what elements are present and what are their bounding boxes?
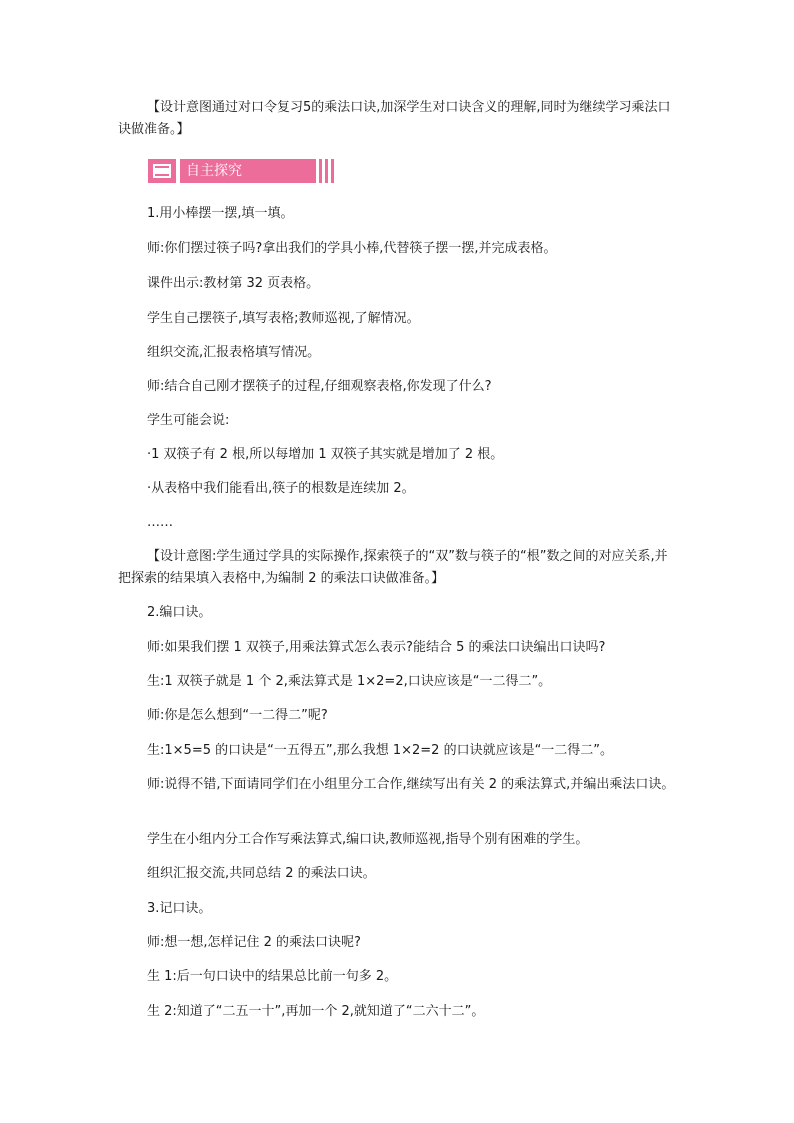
paragraph: 学生可能会说:	[147, 413, 230, 428]
design-intent-note: 【设计意图:学生通过学具的实际操作,探索筷子的“双”数与筷子的“根”数之间的对应关系,并把探索的结果填入表格中,为编制 2 的乘法口诀做准备。】	[118, 549, 668, 586]
design-intent-note: 【设计意图通过对口令复习5的乘法口诀,加深学生对口诀含义的理解,同时为继续学习乘法口诀做准备。】	[118, 100, 671, 137]
student-line: 生:1 双筷子就是 1 个 2,乘法算式是 1×2=2,口诀应该是“一二得二”。	[147, 674, 552, 689]
bullet-item: ·1 双筷子有 2 根,所以每增加 1 双筷子其实就是增加了 2 根。	[147, 447, 504, 462]
step-heading: 3.记口诀。	[147, 901, 212, 916]
teacher-line: 师:你们摆过筷子吗?拿出我们的学具小棒,代替筷子摆一摆,并完成表格。	[147, 241, 557, 256]
ellipsis: ……	[147, 515, 173, 530]
paragraph: 组织交流,汇报表格填写情况。	[147, 345, 321, 360]
student-line: 生:1×5=5 的口诀是“一五得五”,那么我想 1×2=2 的口诀就应该是“一二得二”。	[147, 743, 614, 758]
teacher-line: 师:结合自己刚才摆筷子的过程,仔细观察表格,你发现了什么?	[147, 379, 492, 394]
teacher-line: 师:说得不错,下面请同学们在小组里分工合作,继续写出有关 2 的乘法算式,并编出乘法口诀。	[147, 777, 675, 792]
step-heading: 1.用小棒摆一摆,填一填。	[147, 206, 294, 221]
student-line: 生 1:后一句口诀中的结果总比前一句多 2。	[147, 969, 398, 984]
teacher-line: 师:你是怎么想到“一二得二”呢?	[147, 708, 328, 723]
bullet-item: ·从表格中我们能看出,筷子的根数是连续加 2。	[147, 481, 415, 496]
step-heading: 2.编口诀。	[147, 605, 212, 620]
section-title: 自主探究	[180, 159, 316, 183]
section-number-badge	[148, 159, 176, 183]
teacher-line: 师:想一想,怎样记住 2 的乘法口诀呢?	[147, 935, 361, 950]
student-line: 生 2:知道了“二五一十”,再加一个 2,就知道了“二六十二”。	[147, 1004, 485, 1019]
paragraph: 组织汇报交流,共同总结 2 的乘法口诀。	[147, 866, 376, 881]
paragraph: 学生自己摆筷子,填写表格;教师巡视,了解情况。	[147, 311, 420, 326]
section-header	[148, 159, 334, 183]
teacher-line: 师:如果我们摆 1 双筷子,用乘法算式怎么表示?能结合 5 的乘法口诀编出口诀吗?	[147, 640, 606, 655]
section-header-stripes	[316, 159, 334, 183]
paragraph: 学生在小组内分工合作写乘法算式,编口诀,教师巡视,指导个别有困难的学生。	[147, 832, 589, 847]
paragraph: 课件出示:教材第 32 页表格。	[147, 276, 320, 291]
